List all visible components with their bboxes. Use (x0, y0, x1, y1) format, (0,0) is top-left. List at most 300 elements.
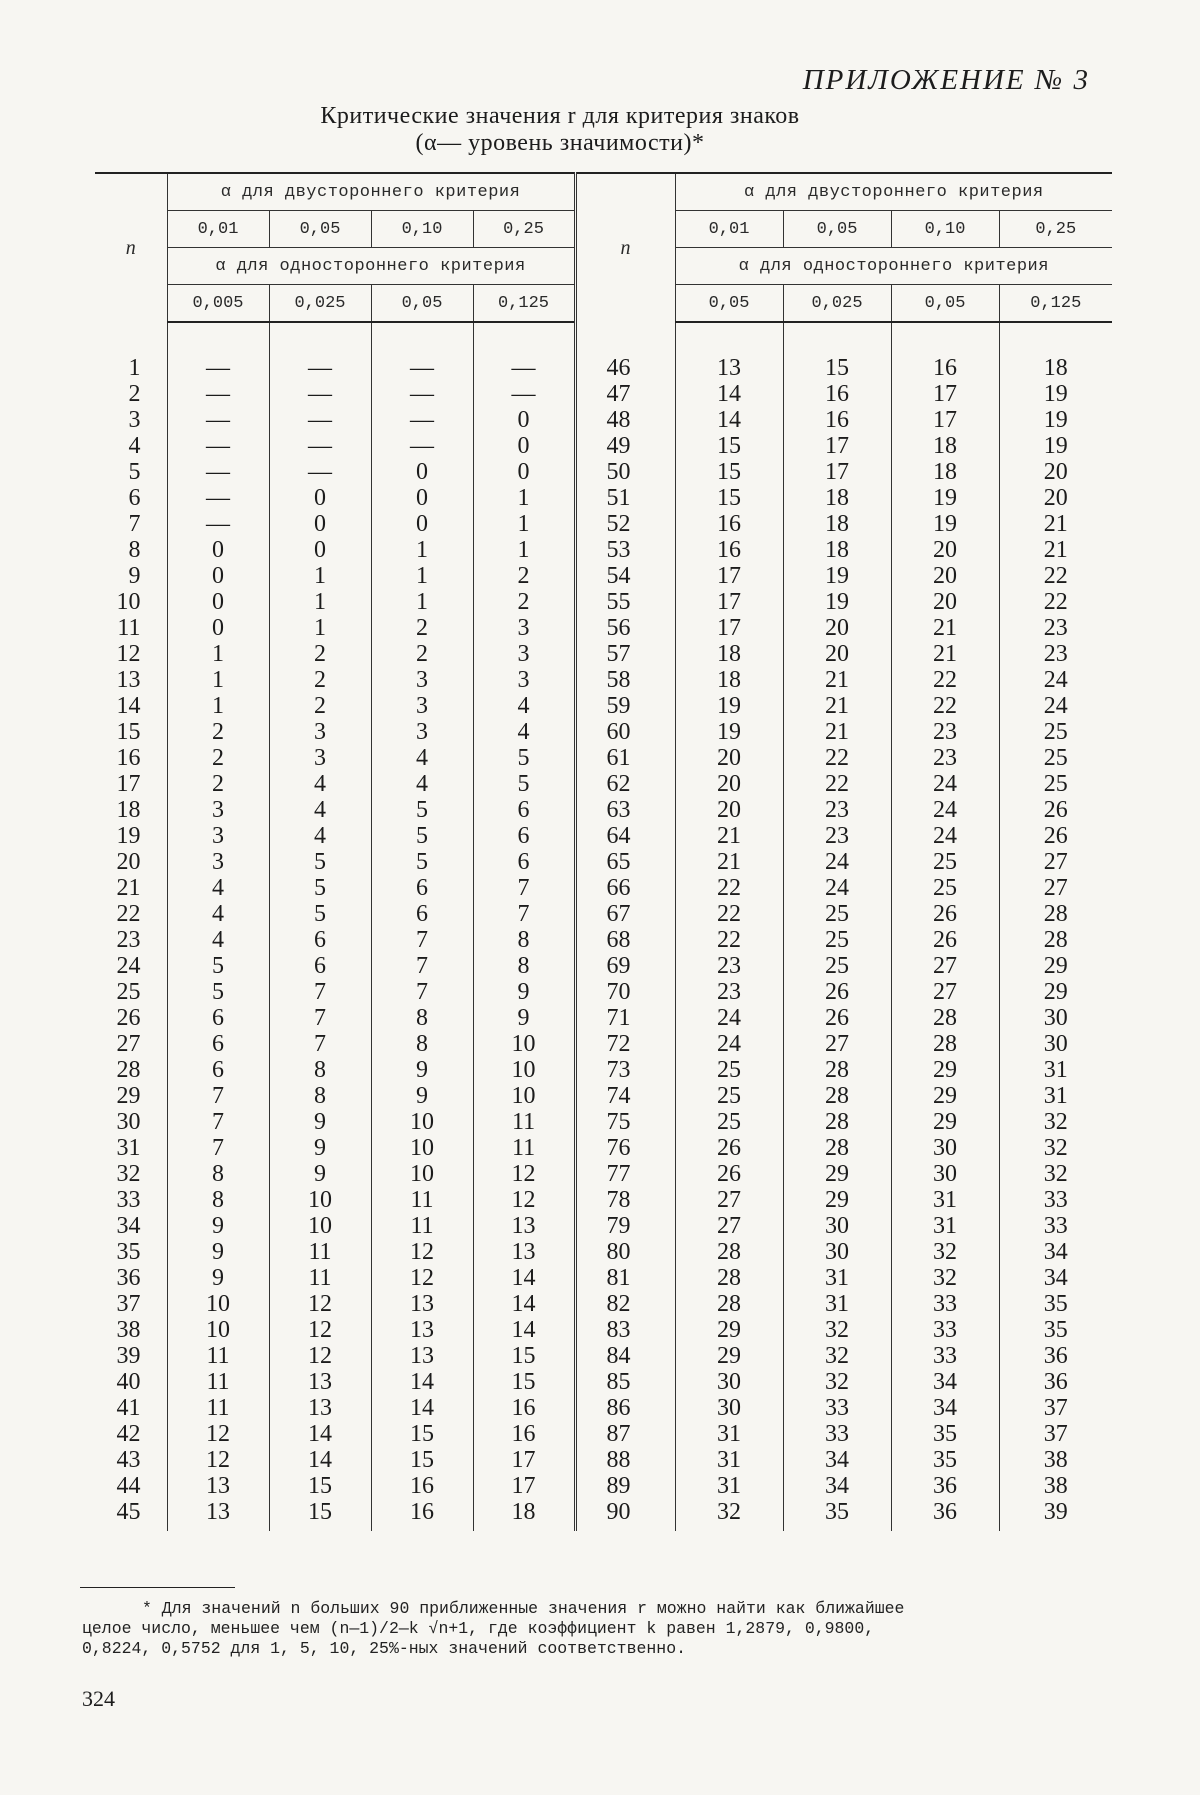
value-cell: 31 (891, 1187, 999, 1213)
value-cell: 23 (675, 979, 783, 1005)
value-cell: 18 (675, 641, 783, 667)
n-cell: 55 (575, 589, 675, 615)
value-cell: 26 (891, 927, 999, 953)
value-cell: 8 (371, 1031, 473, 1057)
left-two-sided-level: 0,05 (269, 211, 371, 248)
value-cell: — (167, 407, 269, 433)
value-cell: — (269, 433, 371, 459)
value-cell: 0 (269, 485, 371, 511)
value-cell: 2 (269, 641, 371, 667)
value-cell: 28 (675, 1291, 783, 1317)
n-cell: 25 (116, 979, 141, 1005)
n-cell: 26 (116, 1005, 141, 1031)
left-one-sided-level: 0,125 (473, 285, 575, 323)
n-cell: 88 (575, 1447, 675, 1473)
value-cell: 28 (783, 1057, 891, 1083)
value-cell: 28 (891, 1005, 999, 1031)
value-cell: 23 (999, 641, 1112, 667)
table-title (160, 103, 960, 157)
table-row (95, 901, 1112, 927)
n-cell: 11 (117, 615, 141, 641)
value-cell: 24 (999, 667, 1112, 693)
table-row (95, 1473, 1112, 1499)
value-cell: 38 (999, 1473, 1112, 1499)
value-cell: 22 (783, 745, 891, 771)
value-cell: 33 (999, 1213, 1112, 1239)
value-cell: 25 (675, 1083, 783, 1109)
table-row (95, 485, 1112, 511)
n-cell: 6 (128, 485, 141, 511)
value-cell: 28 (999, 927, 1112, 953)
value-cell: 11 (269, 1239, 371, 1265)
value-cell: 34 (891, 1395, 999, 1421)
n-cell: 14 (116, 693, 141, 719)
value-cell: 5 (269, 901, 371, 927)
value-cell: 9 (269, 1161, 371, 1187)
value-cell: 29 (675, 1317, 783, 1343)
footnote-line: * Для значений n больших 90 приближенные значения r можно найти как ближайшее (142, 1599, 905, 1618)
n-cell: 17 (116, 771, 141, 797)
n-cell: 24 (116, 953, 141, 979)
value-cell: 14 (473, 1317, 575, 1343)
right-one-sided-level: 0,05 (891, 285, 999, 323)
value-cell: 11 (473, 1135, 575, 1161)
value-cell: 29 (999, 953, 1112, 979)
value-cell: 27 (675, 1187, 783, 1213)
value-cell: 33 (999, 1187, 1112, 1213)
value-cell: 7 (371, 979, 473, 1005)
value-cell: 9 (167, 1265, 269, 1291)
value-cell: 4 (473, 719, 575, 745)
left-one-sided-level: 0,025 (269, 285, 371, 323)
n-cell: 34 (116, 1213, 141, 1239)
value-cell: 4 (269, 823, 371, 849)
value-cell: 5 (371, 849, 473, 875)
left-one-sided-level: 0,005 (167, 285, 269, 323)
value-cell: 25 (783, 901, 891, 927)
value-cell: 19 (999, 381, 1112, 407)
value-cell: 20 (675, 771, 783, 797)
n-cell: 37 (116, 1291, 141, 1317)
table-row (95, 745, 1112, 771)
value-cell: 4 (167, 901, 269, 927)
table-row (95, 511, 1112, 537)
value-cell: 6 (473, 849, 575, 875)
value-cell: 7 (269, 1031, 371, 1057)
left-two-sided-level: 0,25 (473, 211, 575, 248)
n-cell: 16 (116, 745, 141, 771)
value-cell: 11 (371, 1213, 473, 1239)
value-cell: 14 (269, 1421, 371, 1447)
right-one-sided-level: 0,05 (675, 285, 783, 323)
value-cell: 2 (473, 563, 575, 589)
value-cell: 7 (473, 875, 575, 901)
value-cell: 3 (167, 823, 269, 849)
value-cell: 15 (371, 1447, 473, 1473)
n-cell: 56 (575, 615, 675, 641)
value-cell: 0 (371, 511, 473, 537)
value-cell: 1 (167, 693, 269, 719)
value-cell: 6 (473, 823, 575, 849)
value-cell: 36 (891, 1473, 999, 1499)
n-cell: 28 (116, 1057, 141, 1083)
n-cell: 83 (575, 1317, 675, 1343)
table-row (95, 1395, 1112, 1421)
value-cell: 0 (371, 485, 473, 511)
table-row (95, 875, 1112, 901)
value-cell: 20 (675, 745, 783, 771)
value-cell: 34 (783, 1447, 891, 1473)
value-cell: — (167, 355, 269, 381)
n-cell: 84 (575, 1343, 675, 1369)
value-cell: 28 (783, 1109, 891, 1135)
value-cell: 32 (675, 1499, 783, 1531)
n-cell: 20 (116, 849, 141, 875)
footnote-line: целое число, меньшее чем (n—1)/2—k √n+1, где коэффициент k равен 1,2879, 0,9800, (82, 1619, 875, 1638)
value-cell: 14 (269, 1447, 371, 1473)
value-cell: 15 (473, 1369, 575, 1395)
value-cell: 31 (675, 1473, 783, 1499)
value-cell: 7 (473, 901, 575, 927)
one-sided-header-right: α для одностороннего критерия (675, 248, 1112, 285)
n-cell: 71 (575, 1005, 675, 1031)
value-cell: 0 (167, 563, 269, 589)
n-cell: 47 (575, 381, 675, 407)
value-cell: 29 (891, 1057, 999, 1083)
value-cell: 20 (999, 459, 1112, 485)
value-cell: 29 (891, 1109, 999, 1135)
n-cell: 30 (116, 1109, 141, 1135)
table-row (95, 459, 1112, 485)
value-cell: 12 (371, 1239, 473, 1265)
table-row (95, 1369, 1112, 1395)
table-title-line1: Критические значения r для критерия знаков (320, 103, 800, 129)
value-cell: 1 (269, 615, 371, 641)
value-cell: 24 (675, 1005, 783, 1031)
n-cell: 50 (575, 459, 675, 485)
table-row (95, 407, 1112, 433)
value-cell: 27 (675, 1213, 783, 1239)
right-one-sided-level: 0,125 (999, 285, 1112, 323)
value-cell: 15 (675, 433, 783, 459)
value-cell: 34 (783, 1473, 891, 1499)
n-header-left: n (95, 173, 167, 322)
value-cell: 27 (891, 979, 999, 1005)
value-cell: 18 (783, 485, 891, 511)
table-row (95, 1161, 1112, 1187)
value-cell: 24 (783, 849, 891, 875)
value-cell: 9 (371, 1083, 473, 1109)
value-cell: 6 (167, 1057, 269, 1083)
value-cell: 22 (675, 901, 783, 927)
n-cell: 49 (575, 433, 675, 459)
n-cell: 51 (575, 485, 675, 511)
table-row (95, 355, 1112, 381)
n-cell: 61 (575, 745, 675, 771)
value-cell: 25 (891, 849, 999, 875)
value-cell: 24 (891, 823, 999, 849)
n-cell: 60 (575, 719, 675, 745)
n-cell: 36 (116, 1265, 141, 1291)
value-cell: 15 (675, 459, 783, 485)
value-cell: 13 (269, 1369, 371, 1395)
value-cell: 6 (473, 797, 575, 823)
value-cell: 19 (783, 589, 891, 615)
value-cell: 34 (891, 1369, 999, 1395)
value-cell: — (167, 485, 269, 511)
value-cell: 8 (473, 953, 575, 979)
n-cell: 2 (128, 381, 141, 407)
value-cell: 8 (473, 927, 575, 953)
n-cell: 5 (128, 459, 141, 485)
table-row (95, 1447, 1112, 1473)
value-cell: 13 (675, 355, 783, 381)
value-cell: 27 (891, 953, 999, 979)
value-cell: 0 (269, 537, 371, 563)
value-cell: 14 (473, 1291, 575, 1317)
value-cell: 10 (371, 1161, 473, 1187)
value-cell: 19 (783, 563, 891, 589)
n-cell: 43 (116, 1447, 141, 1473)
right-two-sided-level: 0,01 (675, 211, 783, 248)
value-cell: 31 (999, 1083, 1112, 1109)
two-sided-header-right: α для двустороннего критерия (675, 173, 1112, 211)
value-cell: 10 (473, 1083, 575, 1109)
value-cell: 30 (675, 1369, 783, 1395)
value-cell: 12 (473, 1161, 575, 1187)
n-cell: 29 (116, 1083, 141, 1109)
value-cell: 29 (891, 1083, 999, 1109)
value-cell: 3 (473, 641, 575, 667)
value-cell: 3 (371, 693, 473, 719)
value-cell: 30 (891, 1135, 999, 1161)
table-row (95, 667, 1112, 693)
n-cell: 27 (116, 1031, 141, 1057)
value-cell: 36 (999, 1369, 1112, 1395)
value-cell: 1 (269, 589, 371, 615)
n-cell: 79 (575, 1213, 675, 1239)
value-cell: 16 (675, 511, 783, 537)
value-cell: 7 (371, 927, 473, 953)
value-cell: 32 (783, 1317, 891, 1343)
value-cell: 11 (269, 1265, 371, 1291)
value-cell: 18 (999, 355, 1112, 381)
value-cell: 12 (269, 1343, 371, 1369)
right-two-sided-level: 0,10 (891, 211, 999, 248)
value-cell: 29 (999, 979, 1112, 1005)
value-cell: 15 (269, 1473, 371, 1499)
value-cell: 21 (675, 823, 783, 849)
value-cell: 36 (999, 1343, 1112, 1369)
value-cell: 28 (999, 901, 1112, 927)
value-cell: 9 (269, 1135, 371, 1161)
value-cell: 9 (473, 979, 575, 1005)
value-cell: 17 (473, 1447, 575, 1473)
value-cell: 4 (167, 927, 269, 953)
n-cell: 66 (575, 875, 675, 901)
value-cell: 22 (891, 667, 999, 693)
value-cell: 5 (167, 979, 269, 1005)
value-cell: 16 (473, 1421, 575, 1447)
value-cell: 21 (999, 511, 1112, 537)
value-cell: 32 (999, 1161, 1112, 1187)
value-cell: 16 (675, 537, 783, 563)
table-row (95, 1239, 1112, 1265)
value-cell: 23 (675, 953, 783, 979)
n-cell: 63 (575, 797, 675, 823)
value-cell: 20 (783, 641, 891, 667)
table-row (95, 797, 1112, 823)
value-cell: — (371, 433, 473, 459)
table-row (95, 563, 1112, 589)
table-row (95, 823, 1112, 849)
value-cell: 3 (371, 719, 473, 745)
n-cell: 52 (575, 511, 675, 537)
n-cell: 1 (128, 355, 141, 381)
value-cell: 4 (473, 693, 575, 719)
value-cell: 30 (783, 1239, 891, 1265)
table-row (95, 381, 1112, 407)
value-cell: 32 (999, 1135, 1112, 1161)
value-cell: 11 (167, 1395, 269, 1421)
value-cell: 21 (783, 719, 891, 745)
value-cell: 22 (999, 589, 1112, 615)
value-cell: 0 (473, 433, 575, 459)
value-cell: 22 (891, 693, 999, 719)
n-cell: 59 (575, 693, 675, 719)
n-cell: 42 (116, 1421, 141, 1447)
value-cell: 29 (783, 1187, 891, 1213)
value-cell: 24 (999, 693, 1112, 719)
value-cell: 18 (783, 537, 891, 563)
table-row (95, 1135, 1112, 1161)
table-row (95, 719, 1112, 745)
value-cell: 33 (783, 1421, 891, 1447)
value-cell: 37 (999, 1421, 1112, 1447)
value-cell: 6 (167, 1031, 269, 1057)
value-cell: 32 (783, 1369, 891, 1395)
value-cell: 26 (999, 823, 1112, 849)
table-row (95, 589, 1112, 615)
value-cell: 21 (891, 641, 999, 667)
value-cell: 0 (371, 459, 473, 485)
value-cell: 5 (371, 797, 473, 823)
n-cell: 62 (575, 771, 675, 797)
value-cell: 17 (473, 1473, 575, 1499)
table-row (95, 1317, 1112, 1343)
value-cell: 20 (675, 797, 783, 823)
n-cell: 86 (575, 1395, 675, 1421)
n-cell: 40 (116, 1369, 141, 1395)
table-row (95, 1187, 1112, 1213)
value-cell: 6 (269, 927, 371, 953)
n-cell: 33 (116, 1187, 141, 1213)
right-two-sided-level: 0,25 (999, 211, 1112, 248)
value-cell: 31 (999, 1057, 1112, 1083)
value-cell: 13 (167, 1473, 269, 1499)
value-cell: 18 (783, 511, 891, 537)
n-cell: 35 (116, 1239, 141, 1265)
value-cell: 10 (473, 1057, 575, 1083)
value-cell: — (167, 511, 269, 537)
table-row (95, 693, 1112, 719)
value-cell: 8 (269, 1057, 371, 1083)
value-cell: 31 (783, 1291, 891, 1317)
value-cell: 12 (167, 1421, 269, 1447)
value-cell: 8 (371, 1005, 473, 1031)
value-cell: 10 (167, 1317, 269, 1343)
value-cell: 13 (167, 1499, 269, 1531)
value-cell: 21 (783, 667, 891, 693)
value-cell: 25 (675, 1109, 783, 1135)
value-cell: 12 (269, 1317, 371, 1343)
value-cell: 32 (783, 1343, 891, 1369)
value-cell: 23 (783, 823, 891, 849)
value-cell: 25 (783, 927, 891, 953)
n-cell: 82 (575, 1291, 675, 1317)
value-cell: 33 (891, 1317, 999, 1343)
value-cell: 25 (891, 875, 999, 901)
value-cell: 35 (783, 1499, 891, 1531)
footnote (82, 1599, 1112, 1659)
value-cell: 9 (371, 1057, 473, 1083)
value-cell: 15 (371, 1421, 473, 1447)
value-cell: 6 (371, 901, 473, 927)
table-row (95, 1005, 1112, 1031)
value-cell: 12 (269, 1291, 371, 1317)
value-cell: 14 (371, 1395, 473, 1421)
value-cell: 3 (167, 797, 269, 823)
n-cell: 12 (116, 641, 141, 667)
value-cell: 26 (675, 1135, 783, 1161)
value-cell: 30 (783, 1213, 891, 1239)
value-cell: 9 (167, 1213, 269, 1239)
n-cell: 45 (116, 1499, 141, 1525)
table-row (95, 953, 1112, 979)
value-cell: 7 (371, 953, 473, 979)
value-cell: 11 (371, 1187, 473, 1213)
value-cell: 23 (783, 797, 891, 823)
n-cell: 18 (116, 797, 141, 823)
table-row (95, 1031, 1112, 1057)
n-cell: 81 (575, 1265, 675, 1291)
n-cell: 10 (116, 589, 141, 615)
value-cell: 7 (167, 1083, 269, 1109)
value-cell: 36 (891, 1499, 999, 1531)
n-cell: 76 (575, 1135, 675, 1161)
value-cell: 7 (269, 979, 371, 1005)
value-cell: 25 (675, 1057, 783, 1083)
table-row (95, 1499, 1112, 1531)
n-cell: 39 (116, 1343, 141, 1369)
value-cell: 10 (269, 1187, 371, 1213)
value-cell: 28 (783, 1135, 891, 1161)
value-cell: 34 (999, 1239, 1112, 1265)
value-cell: 21 (999, 537, 1112, 563)
n-cell: 89 (575, 1473, 675, 1499)
value-cell: 2 (167, 719, 269, 745)
n-cell: 77 (575, 1161, 675, 1187)
value-cell: 30 (675, 1395, 783, 1421)
value-cell: 21 (675, 849, 783, 875)
value-cell: 37 (999, 1395, 1112, 1421)
left-two-sided-level: 0,10 (371, 211, 473, 248)
value-cell: 1 (473, 485, 575, 511)
n-cell: 73 (575, 1057, 675, 1083)
value-cell: 24 (891, 797, 999, 823)
value-cell: — (371, 381, 473, 407)
value-cell: 16 (783, 381, 891, 407)
